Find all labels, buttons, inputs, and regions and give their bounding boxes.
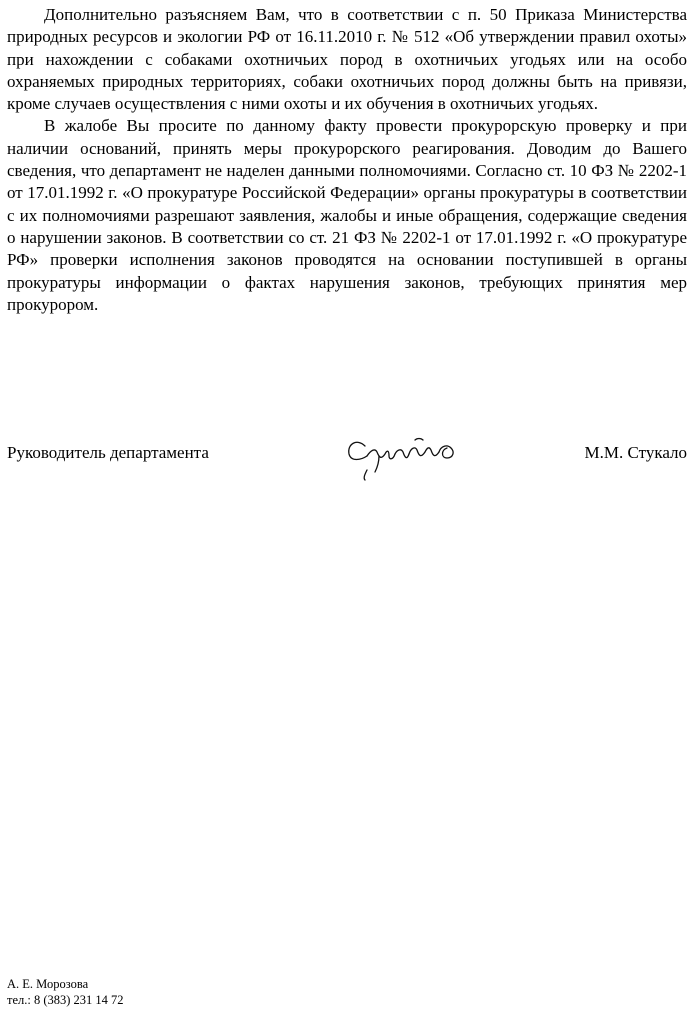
handwritten-signature xyxy=(343,430,473,500)
signature-block xyxy=(7,442,687,492)
paragraph-prosecutor: В жалобе Вы просите по данному факту провести прокурорскую проверку и при наличии оснований, принять меры прокурорского реагирования. Доводим до Вашего сведения, что департамент не наделен данными полномочиями. Согласно ст. 10 ФЗ № 2202-1 от 17.01.1992 г. «О прокуратуре Российской Федерации» органы прокуратуры в соответствии с их полномочиями разрешают заявления, жалобы и иные обращения, содержащие сведения о нарушении законов. В соответствии со ст. 21 ФЗ № 2202-1 от 17.01.1992 г. «О прокуратуре РФ» проверки исполнения законов проводятся на основании поступившей в органы прокуратуры информации о фактах нарушения законов, требующих принятия мер прокурором. xyxy=(7,116,687,314)
paragraph-hunting-rules: Дополнительно разъясняем Вам, что в соответствии с п. 50 Приказа Министерства природных ресурсов и экологии РФ от 16.11.2010 г. № 512 «Об утверждении правил охоты» при нахождении с собаками охотничьих пород в охотничьих угодьях или на особо охраняемых природных территориях, собаки охотничьих пород должны быть на привязи, кроме случаев осуществления с ними охоты и их обучения в охотничьих угодьях. xyxy=(7,5,687,114)
executor-phone: тел.: 8 (383) 231 14 72 xyxy=(7,993,124,1007)
executor-footer xyxy=(7,976,124,1008)
signatory-title: Руководитель департамента xyxy=(7,443,209,462)
signatory-name: М.М. Стукало xyxy=(584,443,687,462)
letter-body xyxy=(7,4,687,316)
executor-name: А. Е. Морозова xyxy=(7,977,89,991)
